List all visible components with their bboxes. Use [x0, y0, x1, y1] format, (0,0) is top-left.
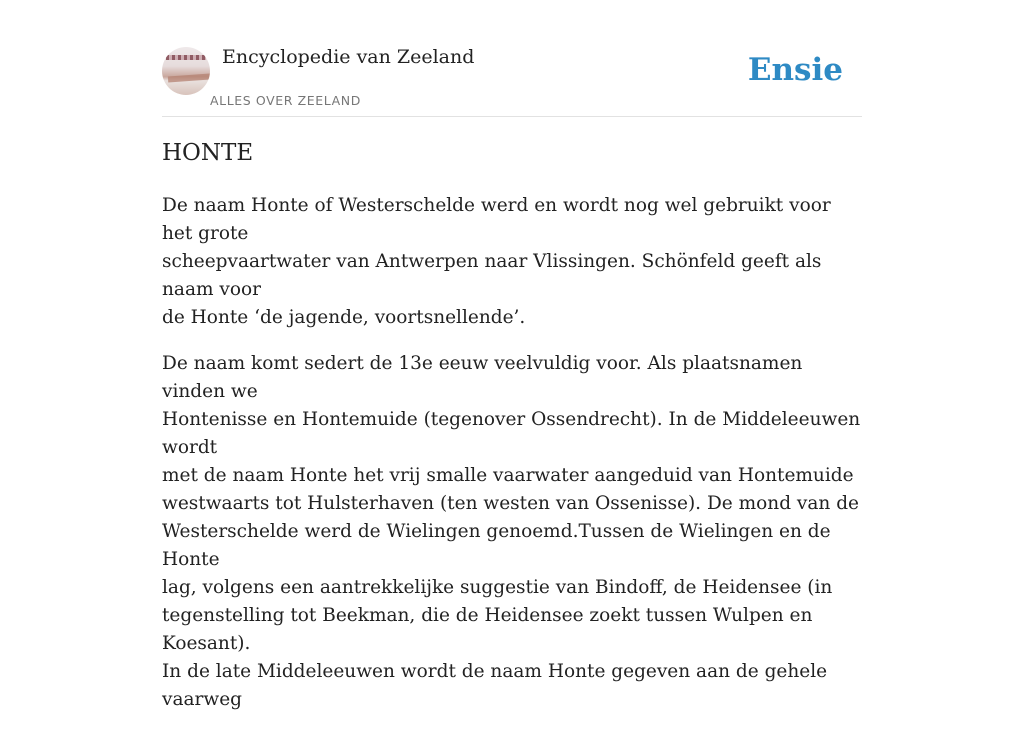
site-avatar[interactable]	[162, 47, 210, 95]
site-tagline: ALLES OVER ZEELAND	[210, 93, 361, 108]
article-body	[162, 192, 862, 732]
text-line: De naam komt sedert de 13e eeuw veelvuldig voor. Als plaatsnamen vinden we	[162, 353, 803, 402]
text-line: scheepvaartwater van Antwerpen naar Vlissingen. Schönfeld geeft als naam voor	[162, 251, 822, 300]
text-line: De naam Honte of Westerschelde werd en wordt nog wel gebruikt voor het grote	[162, 195, 831, 244]
article-paragraph	[162, 350, 862, 714]
avatar-image-detail	[166, 55, 206, 60]
page-container	[162, 0, 862, 710]
text-line: Westerschelde werd de Wielingen genoemd.Tussen de Wielingen en de Honte	[162, 521, 831, 570]
text-line: In de late Middeleeuwen wordt de naam Honte gegeven aan de gehele vaarweg	[162, 661, 828, 710]
site-title[interactable]: Encyclopedie van Zeeland	[222, 46, 475, 68]
avatar-image-detail	[168, 74, 210, 83]
article-title: HONTE	[162, 140, 254, 166]
ensie-logo[interactable]: Ensie	[747, 52, 843, 88]
site-header	[162, 0, 862, 117]
text-line: de Honte ‘de jagende, voortsnellende’.	[162, 307, 526, 328]
text-line: met de naam Honte het vrij smalle vaarwater aangeduid van Hontemuide	[162, 465, 854, 486]
article-paragraph	[162, 192, 862, 332]
text-line: Hontenisse en Hontemuide (tegenover Ossendrecht). In de Middeleeuwen wordt	[162, 409, 861, 458]
text-line: lag, volgens een aantrekkelijke suggestie van Bindoff, de Heidensee (in	[162, 577, 833, 598]
text-line: westwaarts tot Hulsterhaven (ten westen van Ossenisse). De mond van de	[162, 493, 859, 514]
text-line: tegenstelling tot Beekman, die de Heidensee zoekt tussen Wulpen en Koesant).	[162, 605, 813, 654]
